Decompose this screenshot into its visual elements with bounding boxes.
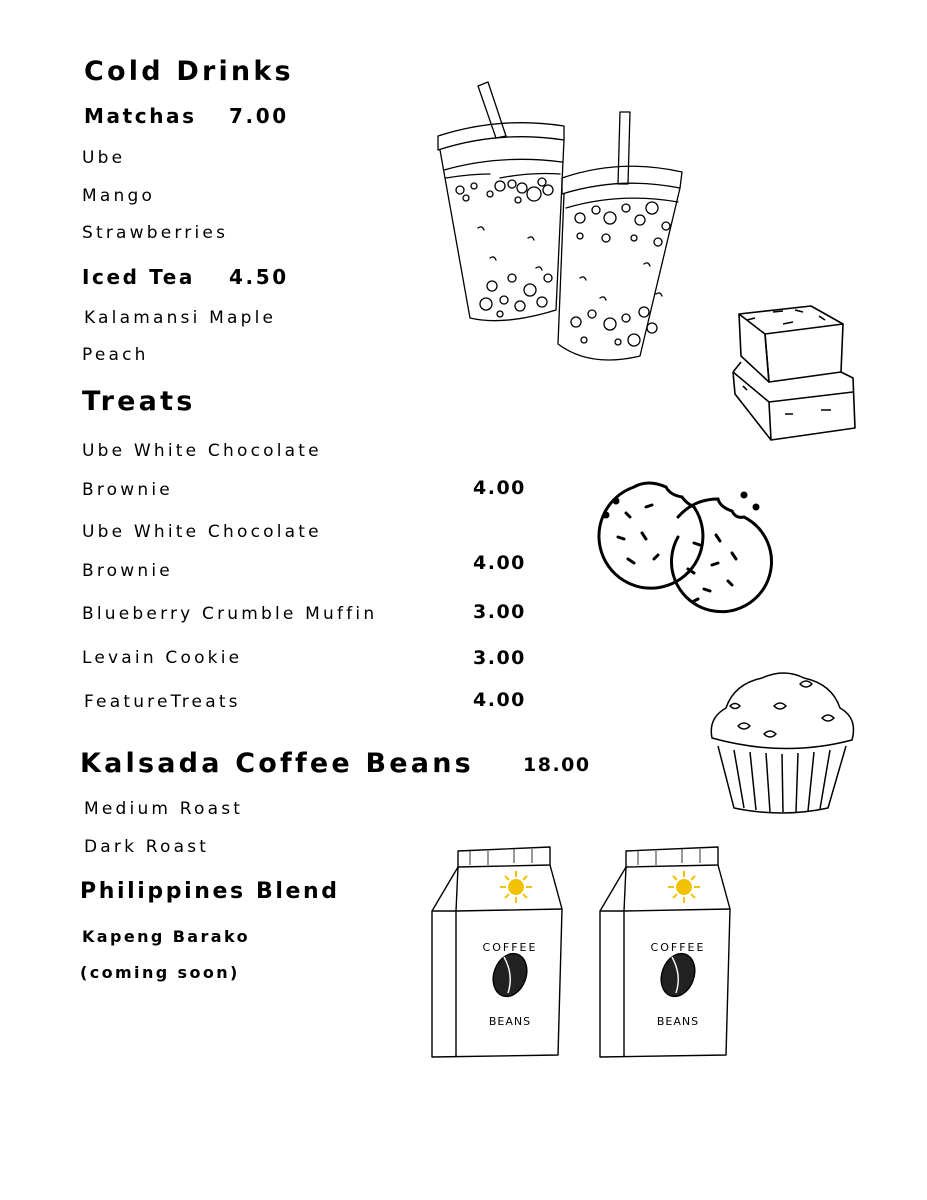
price-blueberry-muffin: 3.00	[473, 601, 526, 623]
coffee-bag-label-bottom: BEANS	[656, 1015, 700, 1028]
menu-item-medium-roast: Medium Roast	[84, 799, 244, 819]
section-title-treats: Treats	[82, 386, 196, 417]
menu-item-feature-treats: FeatureTreats	[84, 692, 241, 712]
menu-item-brownie-2-line2: Brownie	[82, 561, 173, 581]
coffee-bag-icon	[430, 845, 566, 1060]
menu-item-brownie-1-line1: Ube White Chocolate	[82, 441, 322, 461]
price-brownie-2: 4.00	[473, 552, 526, 574]
price-feature-treats: 4.00	[473, 689, 526, 711]
section-title-cold-drinks: Cold Drinks	[84, 56, 294, 87]
iced-tea-price: 4.50	[229, 265, 289, 289]
coffee-bag-label-bottom: BEANS	[488, 1015, 532, 1028]
menu-item-brownie-1-line2: Brownie	[82, 480, 173, 500]
menu-item-peach: Peach	[82, 345, 149, 365]
muffin-icon	[704, 666, 858, 814]
blend-name: Kapeng Barako	[82, 927, 250, 946]
boba-drinks-icon	[430, 78, 690, 368]
matchas-label: Matchas	[84, 104, 197, 128]
blend-title: Philippines Blend	[80, 879, 340, 904]
coffee-bag-label-top: COFFEE	[482, 941, 538, 954]
menu-item-levain-cookie: Levain Cookie	[82, 648, 243, 668]
menu-item-dark-roast: Dark Roast	[84, 837, 210, 857]
coffee-bag-icon	[598, 845, 734, 1060]
menu-item-brownie-2-line1: Ube White Chocolate	[82, 522, 322, 542]
menu-item-ube: Ube	[82, 148, 126, 168]
menu-item-mango: Mango	[82, 186, 156, 206]
menu-item-strawberries: Strawberries	[82, 223, 229, 243]
blend-note: (coming soon)	[80, 963, 240, 982]
iced-tea-label: Iced Tea	[82, 265, 195, 289]
menu-item-kalamansi-maple: Kalamansi Maple	[84, 308, 277, 328]
coffee-bag-label-top: COFFEE	[650, 941, 706, 954]
menu-item-blueberry-muffin: Blueberry Crumble Muffin	[82, 604, 378, 624]
brownie-icon	[725, 302, 860, 442]
price-levain-cookie: 3.00	[473, 647, 526, 669]
cookies-icon	[598, 477, 768, 615]
matchas-price: 7.00	[229, 104, 289, 128]
price-coffee-beans: 18.00	[523, 754, 591, 776]
section-title-coffee-beans: Kalsada Coffee Beans	[80, 748, 474, 779]
price-brownie-1: 4.00	[473, 477, 526, 499]
